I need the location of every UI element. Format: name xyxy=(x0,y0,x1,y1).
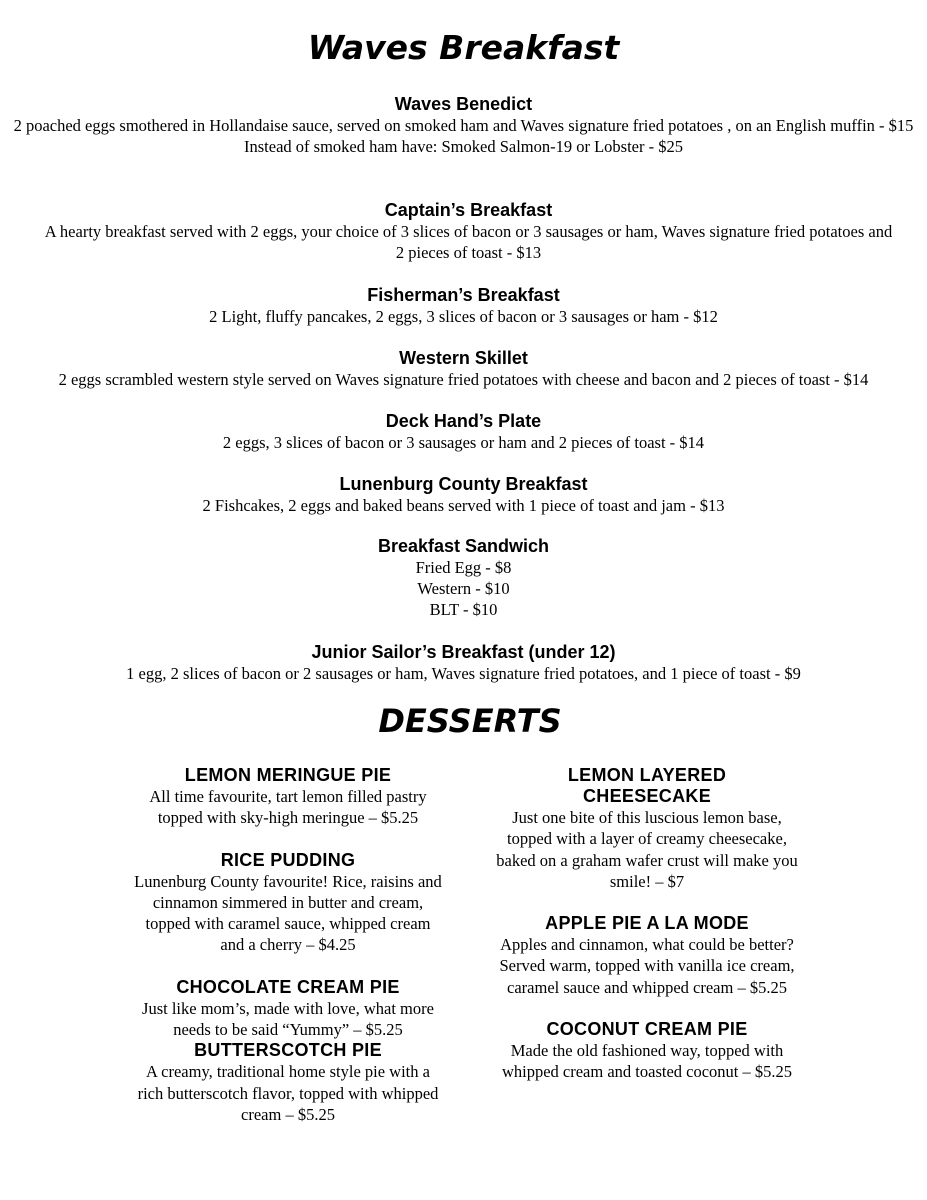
menu-item-name: Junior Sailor’s Breakfast (under 12) xyxy=(311,642,616,662)
menu-item-junior-sailors-breakfast xyxy=(0,642,927,684)
menu-item-name: Deck Hand’s Plate xyxy=(385,411,542,431)
menu-item-name: Waves Benedict xyxy=(394,94,533,114)
dessert-description: A creamy, traditional home style pie with a rich butterscotch flavor, topped with whipped cream – $5.25 xyxy=(137,1062,439,1124)
desserts-left-column xyxy=(132,765,444,1125)
dessert-apple-pie-a-la-mode xyxy=(490,913,804,998)
dessert-description: All time favourite, tart lemon filled pastry topped with sky-high meringue – $5.25 xyxy=(149,787,427,828)
dessert-description: Made the old fashioned way, topped with whipped cream and toasted coconut – $5.25 xyxy=(501,1041,793,1082)
dessert-name: LEMON LAYERED CHEESECAKE xyxy=(567,765,727,806)
menu-item-description: 2 eggs, 3 slices of bacon or 3 sausages or ham and 2 pieces of toast - $14 xyxy=(222,433,705,452)
menu-item-western-skillet xyxy=(0,348,927,390)
menu-item-name: Lunenburg County Breakfast xyxy=(339,474,588,494)
dessert-name: APPLE PIE A LA MODE xyxy=(545,913,749,934)
menu-item-description: 2 Light, fluffy pancakes, 2 eggs, 3 slices of bacon or 3 sausages or ham - $12 xyxy=(209,307,718,326)
dessert-lemon-layered-cheesecake xyxy=(490,765,804,892)
menu-item-fishermans-breakfast xyxy=(0,285,927,327)
menu-item-name: Western Skillet xyxy=(399,348,528,368)
menu-item-name: Fisherman’s Breakfast xyxy=(367,285,560,305)
menu-item-description: 2 poached eggs smothered in Hollandaise sauce, served on smoked ham and Waves signature fried potatoes , on an English muffin - $15 xyxy=(13,116,914,135)
menu-item-option: Fried Egg - $8 xyxy=(415,558,512,577)
dessert-name: RICE PUDDING xyxy=(220,849,356,870)
dessert-description: Just like mom’s, made with love, what more needs to be said “Yummy” – $5.25 xyxy=(142,998,434,1040)
dessert-name: CHOCOLATE CREAM PIE xyxy=(176,976,400,997)
dessert-name: COCONUT CREAM PIE xyxy=(546,1019,748,1040)
menu-item-name: Breakfast Sandwich xyxy=(377,536,550,556)
menu-item-option: Western - $10 xyxy=(417,579,510,598)
dessert-coconut-cream-pie xyxy=(490,1019,804,1083)
menu-item-option: BLT - $10 xyxy=(429,600,498,619)
dessert-description: Just one bite of this luscious lemon base, topped with a layer of creamy cheesecake, baked on a graham wafer crust will make you smile! – $7 xyxy=(496,808,798,891)
menu-title: Waves Breakfast xyxy=(307,28,620,67)
dessert-lemon-meringue-pie xyxy=(132,765,444,829)
dessert-description: Lunenburg County favourite! Rice, raisins and cinnamon simmered in butter and cream, topped with caramel sauce, whipped cream and a cherry – $4.25 xyxy=(134,871,442,955)
menu-item-name: Captain’s Breakfast xyxy=(384,200,553,220)
menu-item-description: 2 eggs scrambled western style served on Waves signature fried potatoes with cheese and bacon and 2 pieces of toast - $14 xyxy=(58,370,869,389)
menu-item-description: Instead of smoked ham have: Smoked Salmon-19 or Lobster - $25 xyxy=(244,137,683,156)
menu-item-description: 2 Fishcakes, 2 eggs and baked beans served with 1 piece of toast and jam - $13 xyxy=(202,496,725,515)
dessert-description: Apples and cinnamon, what could be better? Served warm, topped with vanilla ice cream, caramel sauce and whipped cream – $5.25 xyxy=(499,935,795,997)
menu-item-description: 1 egg, 2 slices of bacon or 2 sausages or ham, Waves signature fried potatoes, and 1 piece of toast - $9 xyxy=(126,664,801,683)
dessert-name: LEMON MERINGUE PIE xyxy=(184,765,392,785)
menu-item-waves-benedict xyxy=(0,94,927,157)
menu-item-description: A hearty breakfast served with 2 eggs, your choice of 3 slices of bacon or 3 sausages or ham, Waves signature fried potatoes and 2 pieces of toast - $13 xyxy=(44,222,893,262)
dessert-chocolate-cream-pie xyxy=(132,977,444,1041)
menu-item-breakfast-sandwich xyxy=(0,536,927,620)
menu-item-captains-breakfast xyxy=(40,200,897,263)
desserts-title: DESSERTS xyxy=(378,702,562,740)
dessert-butterscotch-pie xyxy=(132,1040,444,1125)
dessert-name: BUTTERSCOTCH PIE xyxy=(194,1040,382,1061)
desserts-right-column xyxy=(490,765,804,1083)
menu-item-deck-hands-plate xyxy=(0,411,927,453)
menu-item-lunenburg-county-breakfast xyxy=(0,474,927,516)
dessert-rice-pudding xyxy=(132,850,444,956)
